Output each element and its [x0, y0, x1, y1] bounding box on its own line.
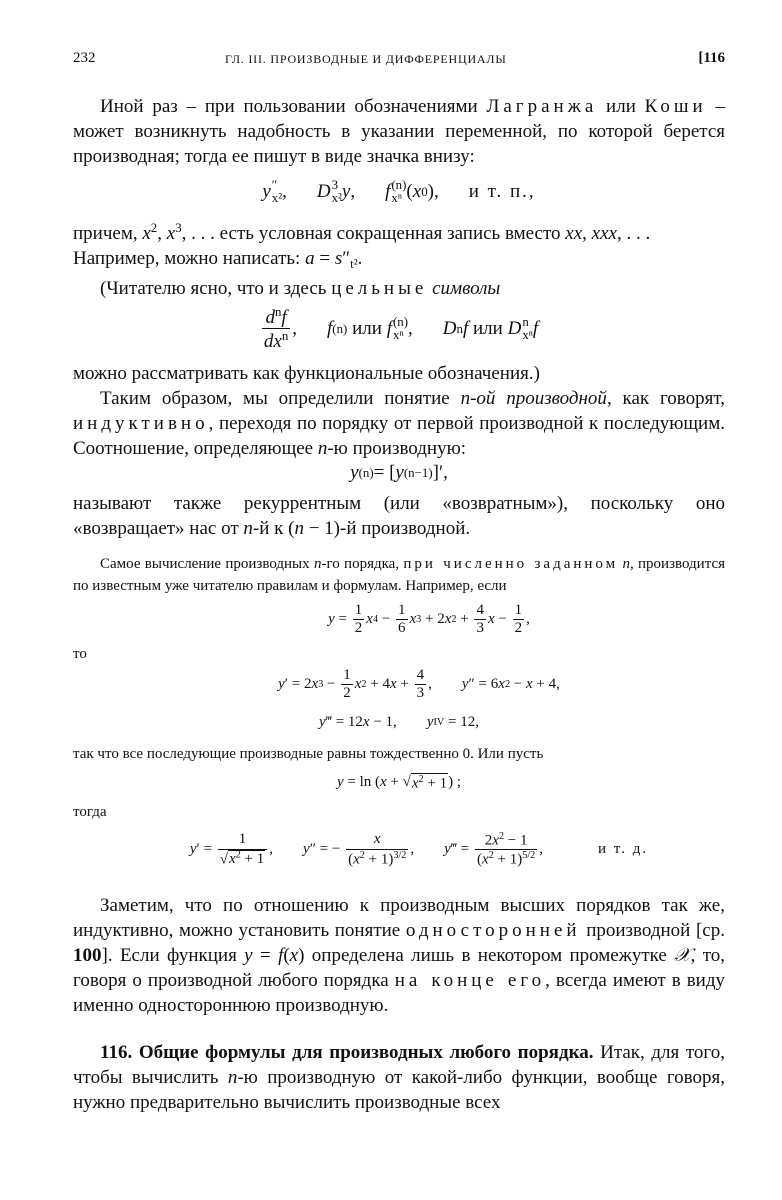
section-heading: 116. Общие формулы для производных любого порядка.	[100, 1041, 594, 1063]
equation-log-function: y = ln ( x + √ $x^2 + 1$ ) ;	[336, 774, 462, 792]
book-page	[73, 50, 725, 1115]
equation-polynomial: y = $\frac{1}{2}$ x 4 − $\frac{1}{6}$ x 3 + 2 x 2 + $\frac{4}{3}$ x − $\frac{1}{2}$ ,	[328, 602, 530, 637]
paragraph-functional-notation: можно рассматривать как функциональные обозначения.)	[73, 362, 540, 384]
small-text-to: то	[73, 645, 87, 662]
equation-log-derivatives: y ′ = $\frac{1}{√x^2 + 1}$ , y ″ = − $\frac{x}{(x^2 + 1)^{3/2}}$ , y ‴ = $\frac{2x^2 - 1}{(x^2 + 1)^{5/2}}$ , и т. д.	[189, 830, 649, 869]
running-title: ГЛ. III. ПРОИЗВОДНЫЕ И ДИФФЕРЕНЦИАЛЫ	[225, 52, 507, 66]
equation-whole-symbols: $\frac{d^nf}{dx^n}$ , f (n) или f (n) xⁿ , D n f или D n xⁿ f	[263, 303, 539, 353]
paragraph-whole-symbols: (Читателю ясно, что и здесь цельные символы	[100, 277, 501, 299]
small-text-togda: тогда	[73, 803, 107, 820]
paragraph-one-sided: Заметим, что по отношению к производным высших порядков так же, индуктивно, можно установить понятие односторонней производной [ср. 100]. Если функция y = f(x) определена лишь в некотором промежутке 𝒳, то, говоря о производной любого порядка на конце его, всегда имеют в виду именно одностороннюю производную.	[73, 894, 725, 1016]
paragraph-section-116: 116. Общие формулы для производных любого порядка. Итак, для того, чтобы вычислить n-ю производную от какой-либо функции, вообще говоря, нужно предварительно вычислить производные всех	[73, 1041, 725, 1113]
small-paragraph-zero: так что все последующие производные равны тождественно 0. Или пусть	[73, 745, 544, 762]
equation-subscript-notation: y ″ x² , D 3 x² y , f (n) xⁿ ( x 0 ), и т. п.,	[262, 177, 536, 205]
equation-recurrence: y (n) = [ y (n−1) ]′,	[350, 461, 448, 483]
paragraph-nth-derivative: Таким образом, мы определили понятие n-ой производной, как говорят, индуктивно, переходя по порядку от первой производной к последующим. Соотношение, определяющее n-ю производную:	[73, 387, 725, 459]
paragraph-abbreviation: причем, $x^2$, $x^3$, . . . есть условная сокращенная запись вместо xx, xxx, . . . Например, можно написать: $a = s''_{t^2}$.	[73, 220, 651, 271]
paragraph-notation: Иной раз – при пользовании обозначениями Лагранжа или Коши – может возникнуть надобность в указании переменной, по которой берется производная; тогда ее пишут в виде значка внизу:	[73, 96, 725, 167]
section-number: [116	[698, 50, 725, 66]
page-number: 232	[73, 50, 96, 66]
equation-third-fourth-derivatives: y ‴ = 12 x − 1, y IV = 12,	[319, 714, 479, 731]
equation-first-second-derivatives: y ′ = 2 x 3 − $\frac{1}{2}$ x 2 + 4 x + $\frac{4}{3}$ , y ″ = 6 x 2 − x + 4,	[278, 667, 560, 702]
paragraph-recurrent: называют также рекуррентным (или «возвратным»), поскольку оно «возвращает» нас от n-й к (n − 1)-й производной.	[73, 492, 725, 539]
page-header	[73, 50, 725, 76]
small-paragraph-computation: Самое вычисление производных n-го порядка, при численно заданном n, производится по известным уже читателю правилам и формулам. Например, если	[73, 555, 725, 594]
